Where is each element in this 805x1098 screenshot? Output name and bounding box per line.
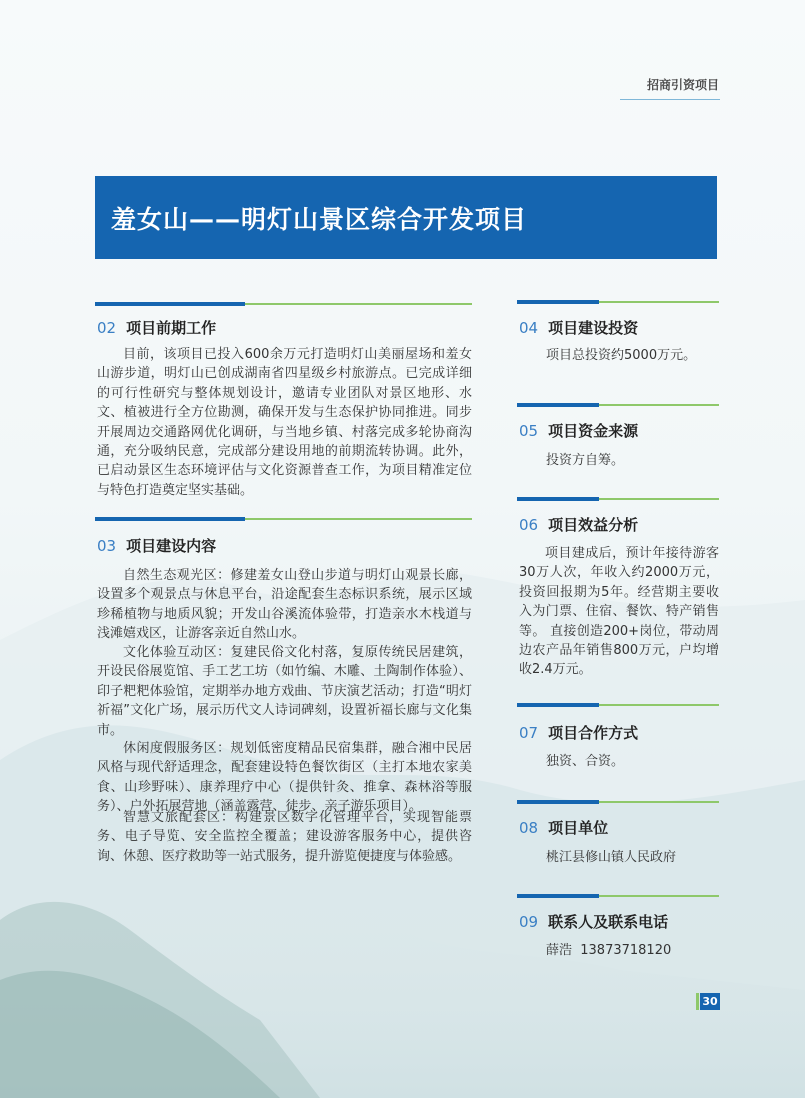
section-02-number: 02 bbox=[97, 319, 117, 337]
section-07-divider bbox=[517, 703, 719, 707]
section-08-number: 08 bbox=[519, 819, 539, 837]
section-05-text: 投资方自筹。 bbox=[546, 453, 625, 468]
content-paragraph-4: 智慧文旅配套区：构建景区数字化管理平台，实现智能票务、电子导览、安全监控全覆盖；建设游客服务中心，提供咨询、休憩、医疗救助等一站式服务，提升游览便捷度与体验感。 bbox=[97, 810, 472, 864]
section-05-number: 05 bbox=[519, 422, 539, 440]
section-05-divider bbox=[517, 403, 719, 407]
section-08-heading bbox=[519, 817, 608, 838]
section-07-number: 07 bbox=[519, 724, 539, 742]
section-03-title: 项目建设内容 bbox=[126, 537, 217, 555]
section-06-divider bbox=[517, 497, 719, 501]
section-04-text: 项目总投资约5000万元。 bbox=[546, 348, 697, 363]
content-paragraph-3: 休闲度假服务区：规划低密度精品民宿集群，融合湘中民居风格与现代舒适理念，配套建设特色餐饮街区（主打本地农家美食、山珍野味）、康养理疗中心（提供针灸、推拿、森林浴等服务）、户外拓展营地（涵盖露营、徒步、亲子游乐项目）。 bbox=[97, 741, 472, 815]
header-divider bbox=[620, 99, 720, 100]
section-07-heading bbox=[519, 722, 638, 743]
section-07-text: 独资、合资。 bbox=[546, 754, 625, 769]
title-banner bbox=[95, 176, 717, 259]
content-paragraph-2: 文化体验互动区：复建民俗文化村落，复原传统民居建筑，开设民俗展览馆、手工艺工坊（如竹编、木雕、土陶制作体验）、印子粑粑体验馆，定期举办地方戏曲、节庆演艺活动；打造“明灯祈福”文化广场，展示历代文人诗词碑刻，设置祈福长廊与文化集市。 bbox=[97, 645, 472, 738]
section-04-number: 04 bbox=[519, 319, 539, 337]
section-02-divider bbox=[95, 302, 472, 306]
section-05-title: 项目资金来源 bbox=[548, 422, 639, 440]
content-paragraph-1: 自然生态观光区：修建羞女山登山步道与明灯山观景长廊，设置多个观景点与休息平台，沿途配套生态标识系统，展示区域珍稀植物与地质风貌；开发山谷溪流体验带，打造亲水木栈道与浅滩嬉戏区，让游客亲近自然山水。 bbox=[97, 568, 472, 642]
header-category: 招商引资项目 bbox=[646, 78, 719, 92]
section-02-title: 项目前期工作 bbox=[126, 319, 217, 337]
section-09-divider bbox=[517, 894, 719, 898]
section-09-title: 联系人及联系电话 bbox=[548, 913, 669, 931]
section-06-title: 项目效益分析 bbox=[548, 516, 639, 534]
section-08-divider bbox=[517, 800, 719, 804]
section-08-text: 桃江县修山镇人民政府 bbox=[546, 850, 677, 865]
section-06-number: 06 bbox=[519, 516, 539, 534]
section-06-heading bbox=[519, 514, 638, 535]
section-04-divider bbox=[517, 300, 719, 304]
section-09-text: 薛浩 13873718120 bbox=[546, 943, 672, 958]
section-06-text: 项目建成后，预计年接待游客30万人次，年收入约2000万元，投资回报期为5年。经营期主要收入为门票、住宿、餐饮、特产销售等。 直接创造200+岗位，带动周边农产品年销售800万元，户均增收2.4万元。 bbox=[519, 546, 719, 678]
section-04-heading bbox=[519, 317, 638, 338]
section-02-text: 目前，该项目已投入600余万元打造明灯山美丽屋场和羞女山游步道，明灯山已创成湖南省四星级乡村旅游点。已完成详细的可行性研究与整体规划设计，邀请专业团队对景区地形、水文、植被进行全方位勘测，确保开发与生态保护协同推进。同步开展周边交通路网优化调研，与当地乡镇、村落完成多轮协商沟通，充分吸纳民意，完成部分建设用地的前期流转协调。此外，已启动景区生态环境评估与文化资源普查工作，为项目精准定位与特色打造奠定坚实基础。 bbox=[97, 347, 472, 498]
section-09-number: 09 bbox=[519, 913, 539, 931]
section-05-heading bbox=[519, 420, 638, 441]
section-08-title: 项目单位 bbox=[548, 819, 609, 837]
page-number: 30 bbox=[700, 993, 720, 1010]
section-03-number: 03 bbox=[97, 537, 117, 555]
section-09-heading bbox=[519, 911, 668, 932]
section-04-title: 项目建设投资 bbox=[548, 319, 639, 337]
section-03-heading bbox=[97, 535, 216, 556]
section-03-divider bbox=[95, 517, 472, 521]
section-02-heading bbox=[97, 317, 216, 338]
section-07-title: 项目合作方式 bbox=[548, 724, 639, 742]
page-title: 羞女山——明灯山景区综合开发项目 bbox=[111, 205, 528, 234]
